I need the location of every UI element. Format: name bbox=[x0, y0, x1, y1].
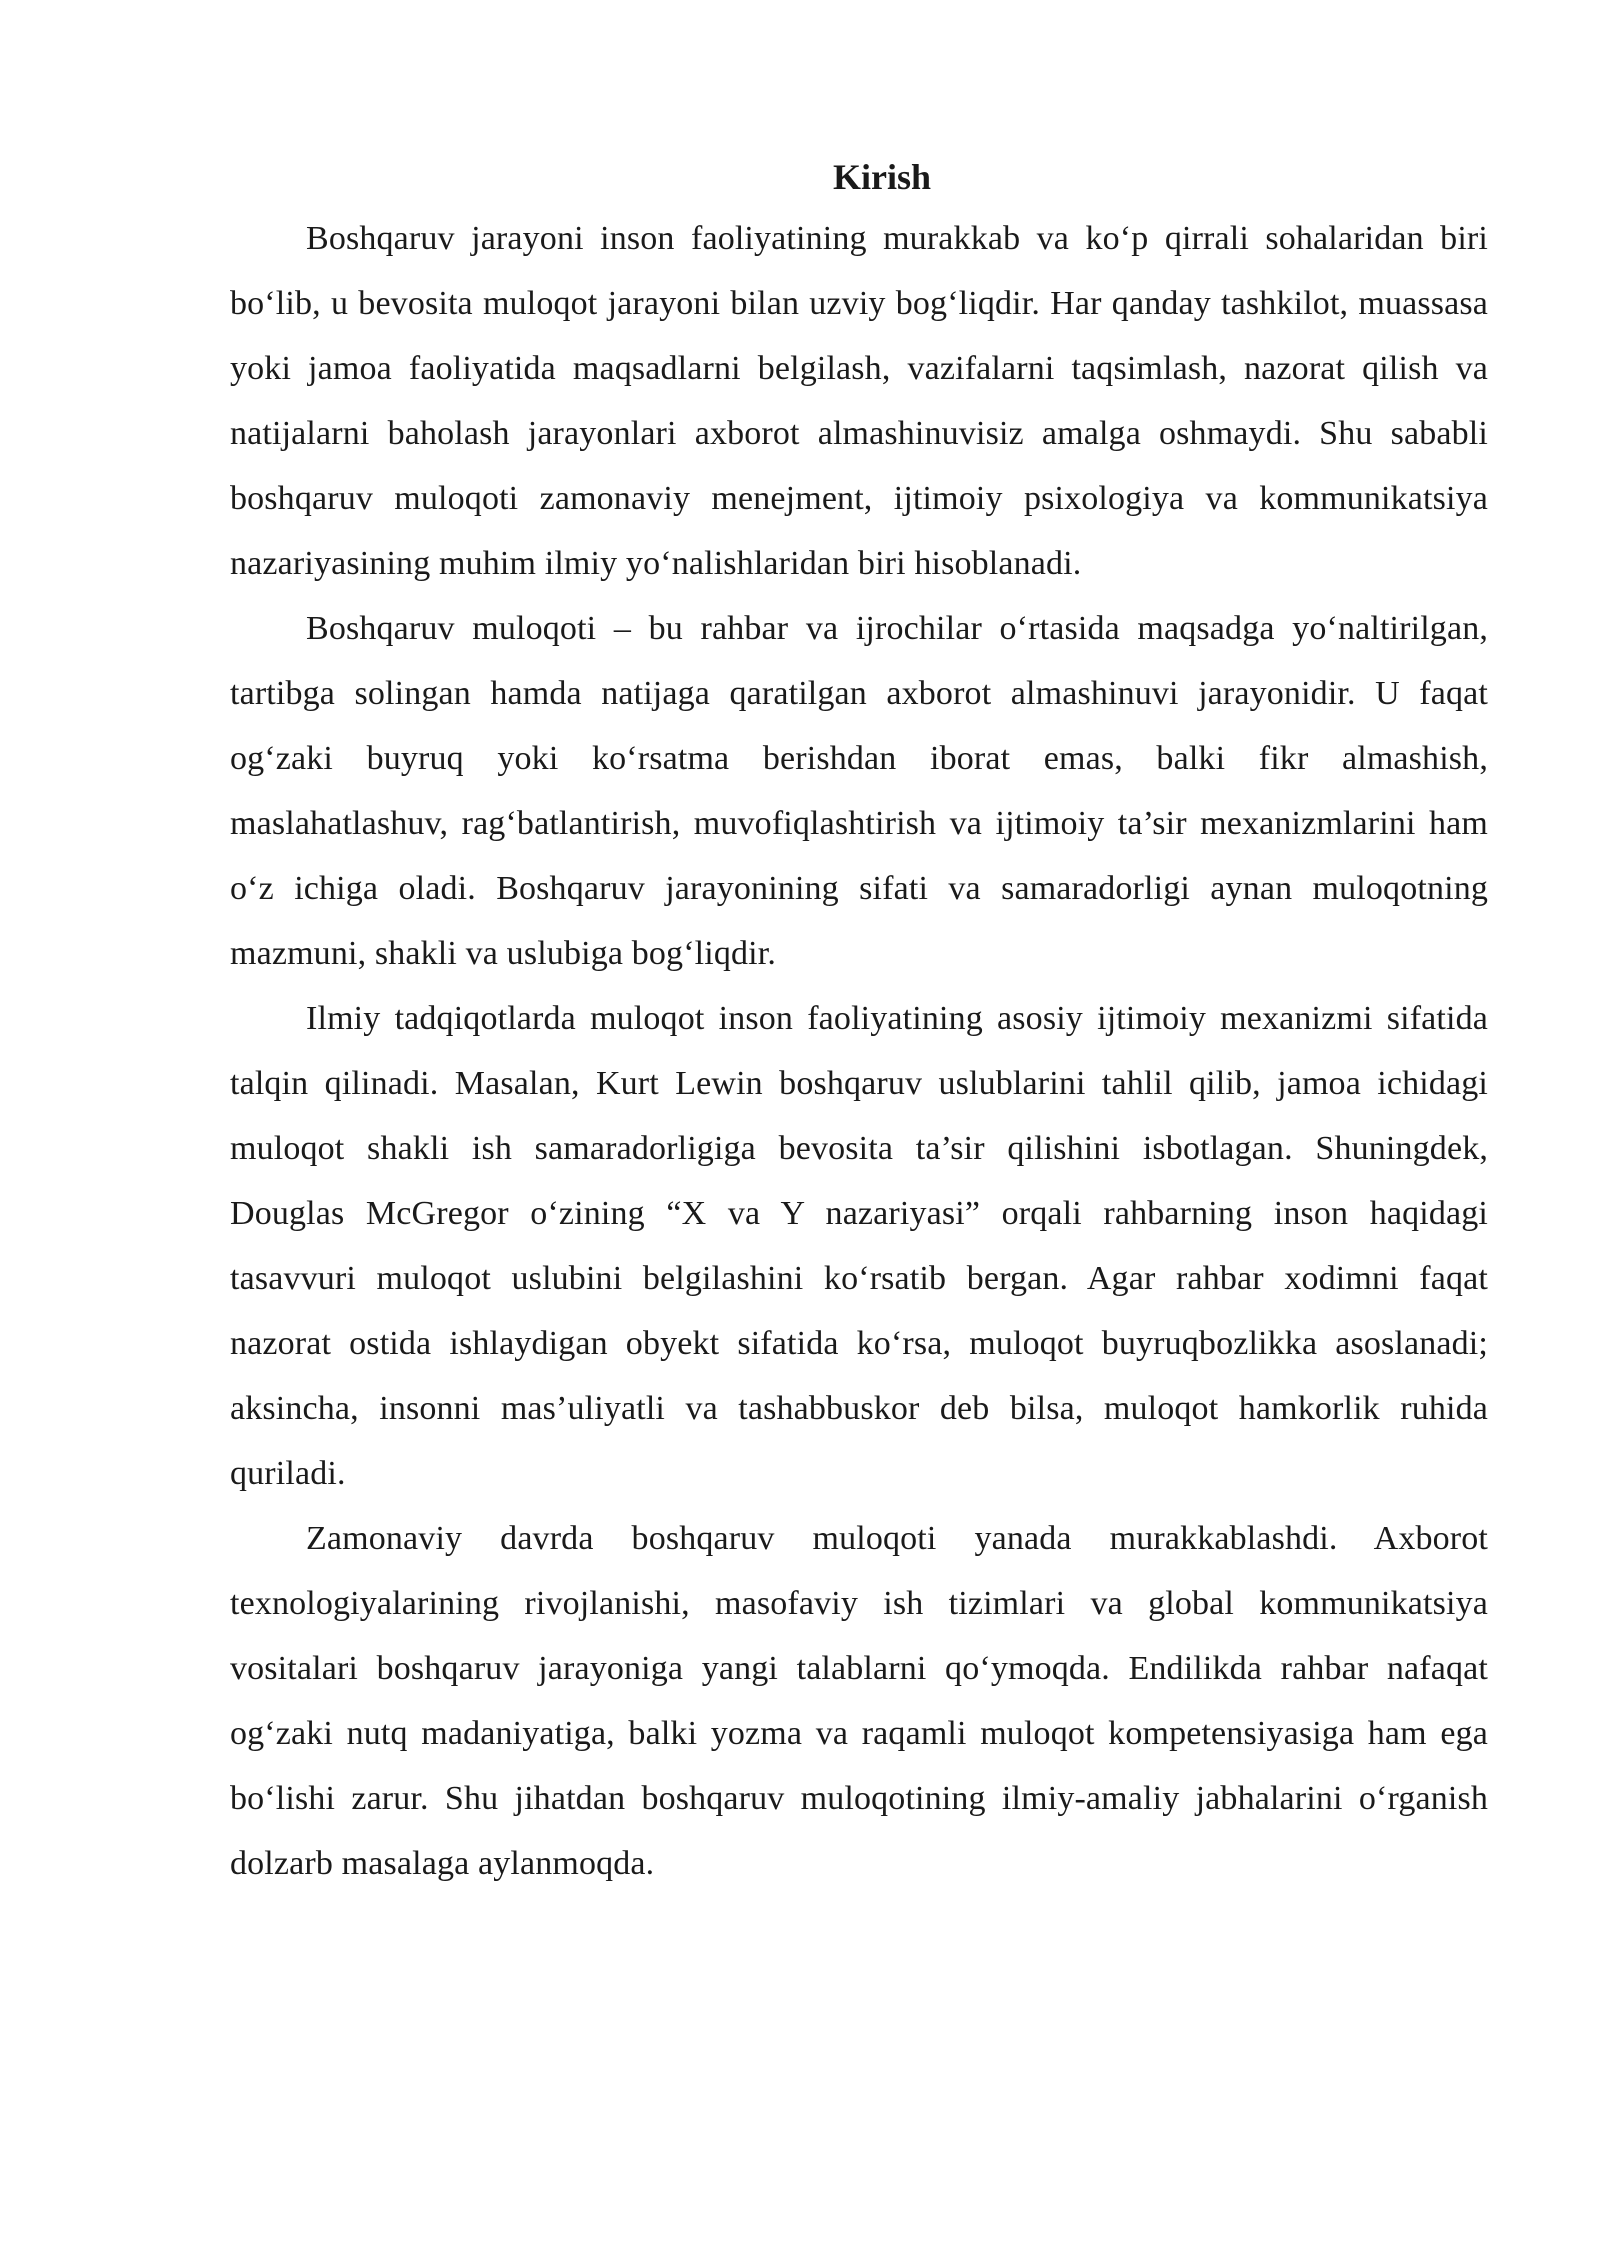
paragraph-3: Ilmiy tadqiqotlarda muloqot inson faoliyatining asosiy ijtimoiy mexanizmi sifatida talqin qilinadi. Masalan, Kurt Lewin boshqaruv uslublarini tahlil qilib, jamoa ichidagi muloqot shakli ish samaradorligiga bevosita ta’sir qilishini isbotlagan. Shuningdek, Douglas McGregor o‘zining “X va Y nazariyasi” orqali rahbarning inson haqidagi tasavvuri muloqot uslubini belgilashini ko‘rsatib bergan. Agar rahbar xodimni faqat nazorat ostida ishlaydigan obyekt sifatida ko‘rsa, muloqot buyruqbozlikka asoslanadi; aksincha, insonni mas’uliyatli va tashabbuskor deb bilsa, muloqot hamkorlik ruhida quriladi. bbox=[230, 1000, 1488, 1492]
paragraph-1: Boshqaruv jarayoni inson faoliyatining murakkab va ko‘p qirrali sohalaridan biri bo‘lib, u bevosita muloqot jarayoni bilan uzviy bog‘liqdir. Har qanday tashkilot, muassasa yoki jamoa faoliyatida maqsadlarni belgilash, vazifalarni taqsimlash, nazorat qilish va natijalarni baholash jarayonlari axborot almashinuvisiz amalga oshmaydi. Shu sababli boshqaruv muloqoti zamonaviy menejment, ijtimoiy psixologiya va kommunikatsiya nazariyasining muhim ilmiy yo‘nalishlaridan biri hisoblanadi. bbox=[230, 220, 1488, 582]
document-body bbox=[230, 148, 1488, 1896]
section-title: Kirish bbox=[832, 157, 931, 197]
paragraph-2: Boshqaruv muloqoti – bu rahbar va ijrochilar o‘rtasida maqsadga yo‘naltirilgan, tartibga solingan hamda natijaga qaratilgan axborot almashinuvi jarayonidir. U faqat og‘zaki buyruq yoki ko‘rsatma berishdan iborat emas, balki fikr almashish, maslahatlashuv, rag‘batlantirish, muvofiqlashtirish va ijtimoiy ta’sir mexanizmlarini ham o‘z ichiga oladi. Boshqaruv jarayonining sifati va samaradorligi aynan muloqotning mazmuni, shakli va uslubiga bog‘liqdir. bbox=[230, 610, 1488, 972]
paragraph-4: Zamonaviy davrda boshqaruv muloqoti yanada murakkablashdi. Axborot texnologiyalarining rivojlanishi, masofaviy ish tizimlari va global kommunikatsiya vositalari boshqaruv jarayoniga yangi talablarni qo‘ymoqda. Endilikda rahbar nafaqat og‘zaki nutq madaniyatiga, balki yozma va raqamli muloqot kompetensiyasiga ham ega bo‘lishi zarur. Shu jihatdan boshqaruv muloqotining ilmiy-amaliy jabhalarini o‘rganish dolzarb masalaga aylanmoqda. bbox=[230, 1520, 1488, 1882]
